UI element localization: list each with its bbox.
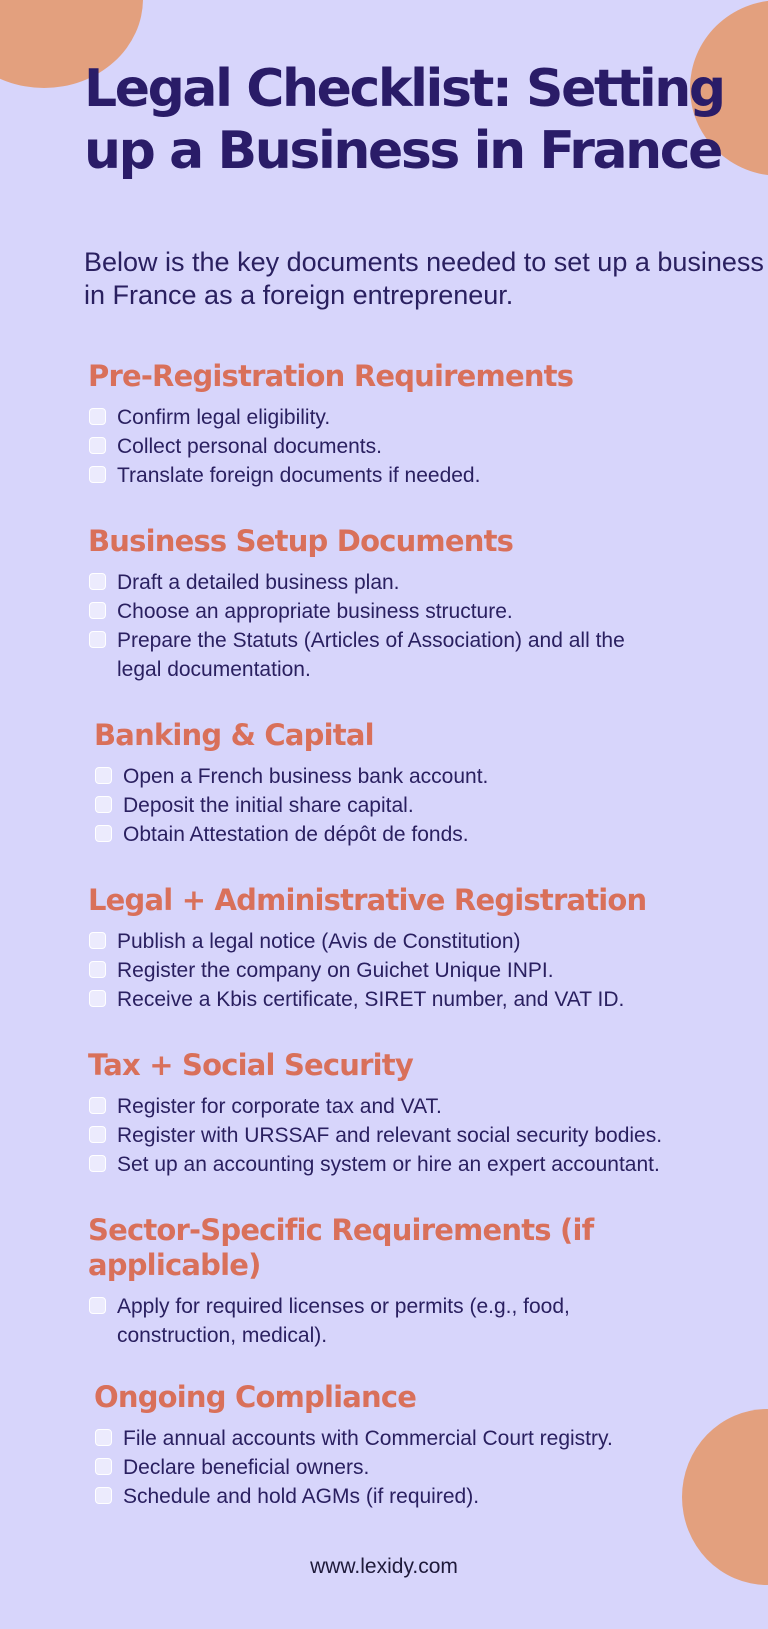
checklist-item-text: Open a French business bank account. bbox=[123, 765, 489, 788]
checklist bbox=[88, 403, 738, 490]
checklist-item bbox=[94, 762, 744, 791]
checklist-item-text: Translate foreign documents if needed. bbox=[117, 464, 481, 487]
checkbox[interactable] bbox=[89, 437, 106, 454]
checkbox[interactable] bbox=[89, 1126, 106, 1143]
checklist-item bbox=[94, 1424, 744, 1453]
checkbox[interactable] bbox=[89, 408, 106, 425]
checklist-item-text: Register the company on Guichet Unique INPI. bbox=[117, 959, 554, 982]
checklist-item-text: Register for corporate tax and VAT. bbox=[117, 1095, 442, 1118]
checklist-item bbox=[94, 791, 744, 820]
checklist-item bbox=[88, 985, 738, 1014]
checklist-item bbox=[88, 432, 738, 461]
checklist-item-text: Deposit the initial share capital. bbox=[123, 794, 414, 817]
checkbox[interactable] bbox=[89, 1297, 106, 1314]
checklist-item bbox=[94, 1482, 744, 1511]
checklist-item-text: Apply for required licenses or permits (e.g., food, construction, medical). bbox=[117, 1295, 570, 1347]
section-pre-registration bbox=[88, 359, 738, 490]
section-tax-social-security bbox=[88, 1048, 758, 1179]
checklist-item-text: File annual accounts with Commercial Court registry. bbox=[123, 1427, 613, 1450]
checklist-item bbox=[94, 820, 744, 849]
checkbox[interactable] bbox=[95, 1429, 112, 1446]
page-title: Legal Checklist: Setting up a Business in France bbox=[84, 59, 724, 181]
checklist-item bbox=[88, 403, 738, 432]
checkbox[interactable] bbox=[89, 961, 106, 978]
checkbox[interactable] bbox=[89, 466, 106, 483]
section-sector-specific bbox=[88, 1213, 628, 1350]
section-heading: Legal + Administrative Registration bbox=[88, 883, 647, 917]
checklist-item bbox=[88, 927, 738, 956]
checklist-item bbox=[88, 461, 738, 490]
checklist-item-text: Collect personal documents. bbox=[117, 435, 382, 458]
checklist-item bbox=[88, 1121, 758, 1150]
checkbox[interactable] bbox=[95, 796, 112, 813]
checklist bbox=[94, 1424, 744, 1511]
section-business-setup bbox=[88, 524, 648, 684]
checklist-item bbox=[88, 568, 648, 597]
section-heading: Tax + Social Security bbox=[88, 1048, 413, 1082]
checkbox[interactable] bbox=[95, 1487, 112, 1504]
checkbox[interactable] bbox=[89, 932, 106, 949]
checklist-item-text: Receive a Kbis certificate, SIRET number, and VAT ID. bbox=[117, 988, 625, 1011]
checklist-item-text: Set up an accounting system or hire an expert accountant. bbox=[117, 1153, 660, 1176]
checkbox[interactable] bbox=[89, 990, 106, 1007]
checklist-item bbox=[88, 1150, 758, 1179]
checklist bbox=[88, 1292, 628, 1350]
checkbox[interactable] bbox=[95, 1458, 112, 1475]
section-heading: Ongoing Compliance bbox=[94, 1380, 417, 1414]
checklist-item-text: Schedule and hold AGMs (if required). bbox=[123, 1485, 480, 1508]
section-legal-administrative bbox=[88, 883, 738, 1014]
checkbox[interactable] bbox=[89, 631, 106, 648]
checklist-item-text: Draft a detailed business plan. bbox=[117, 571, 400, 594]
section-heading: Business Setup Documents bbox=[88, 524, 514, 558]
footer-website-link[interactable]: www.lexidy.com bbox=[310, 1555, 458, 1578]
checkbox[interactable] bbox=[95, 767, 112, 784]
section-heading: Pre-Registration Requirements bbox=[88, 359, 574, 393]
checklist-item-text: Declare beneficial owners. bbox=[123, 1456, 370, 1479]
checklist bbox=[88, 927, 738, 1014]
checkbox[interactable] bbox=[89, 573, 106, 590]
checklist-item bbox=[88, 1292, 628, 1350]
section-heading: Sector-Specific Requirements (if applicable) bbox=[88, 1213, 594, 1282]
section-ongoing-compliance bbox=[94, 1380, 744, 1511]
checklist-item-text: Confirm legal eligibility. bbox=[117, 406, 331, 429]
section-heading: Banking & Capital bbox=[94, 718, 374, 752]
checklist bbox=[88, 1092, 758, 1179]
checklist-item bbox=[94, 1453, 744, 1482]
intro-text: Below is the key documents needed to set up a business in France as a foreign entrepreneur. bbox=[84, 247, 764, 310]
checkbox[interactable] bbox=[89, 1097, 106, 1114]
checklist-item bbox=[88, 1092, 758, 1121]
checkbox[interactable] bbox=[95, 825, 112, 842]
checklist-item-text: Choose an appropriate business structure. bbox=[117, 600, 513, 623]
checklist bbox=[88, 568, 648, 684]
checklist bbox=[94, 762, 744, 849]
checklist-item-text: Register with URSSAF and relevant social security bodies. bbox=[117, 1124, 663, 1147]
checklist-item-text: Obtain Attestation de dépôt de fonds. bbox=[123, 823, 469, 846]
checklist-item bbox=[88, 626, 648, 684]
checklist-item bbox=[88, 597, 648, 626]
checklist-item bbox=[88, 956, 738, 985]
checkbox[interactable] bbox=[89, 602, 106, 619]
section-banking-capital bbox=[94, 718, 744, 849]
checkbox[interactable] bbox=[89, 1155, 106, 1172]
checklist-item-text: Prepare the Statuts (Articles of Association) and all the legal documentation. bbox=[117, 629, 625, 681]
checklist-item-text: Publish a legal notice (Avis de Constitution) bbox=[117, 930, 521, 953]
